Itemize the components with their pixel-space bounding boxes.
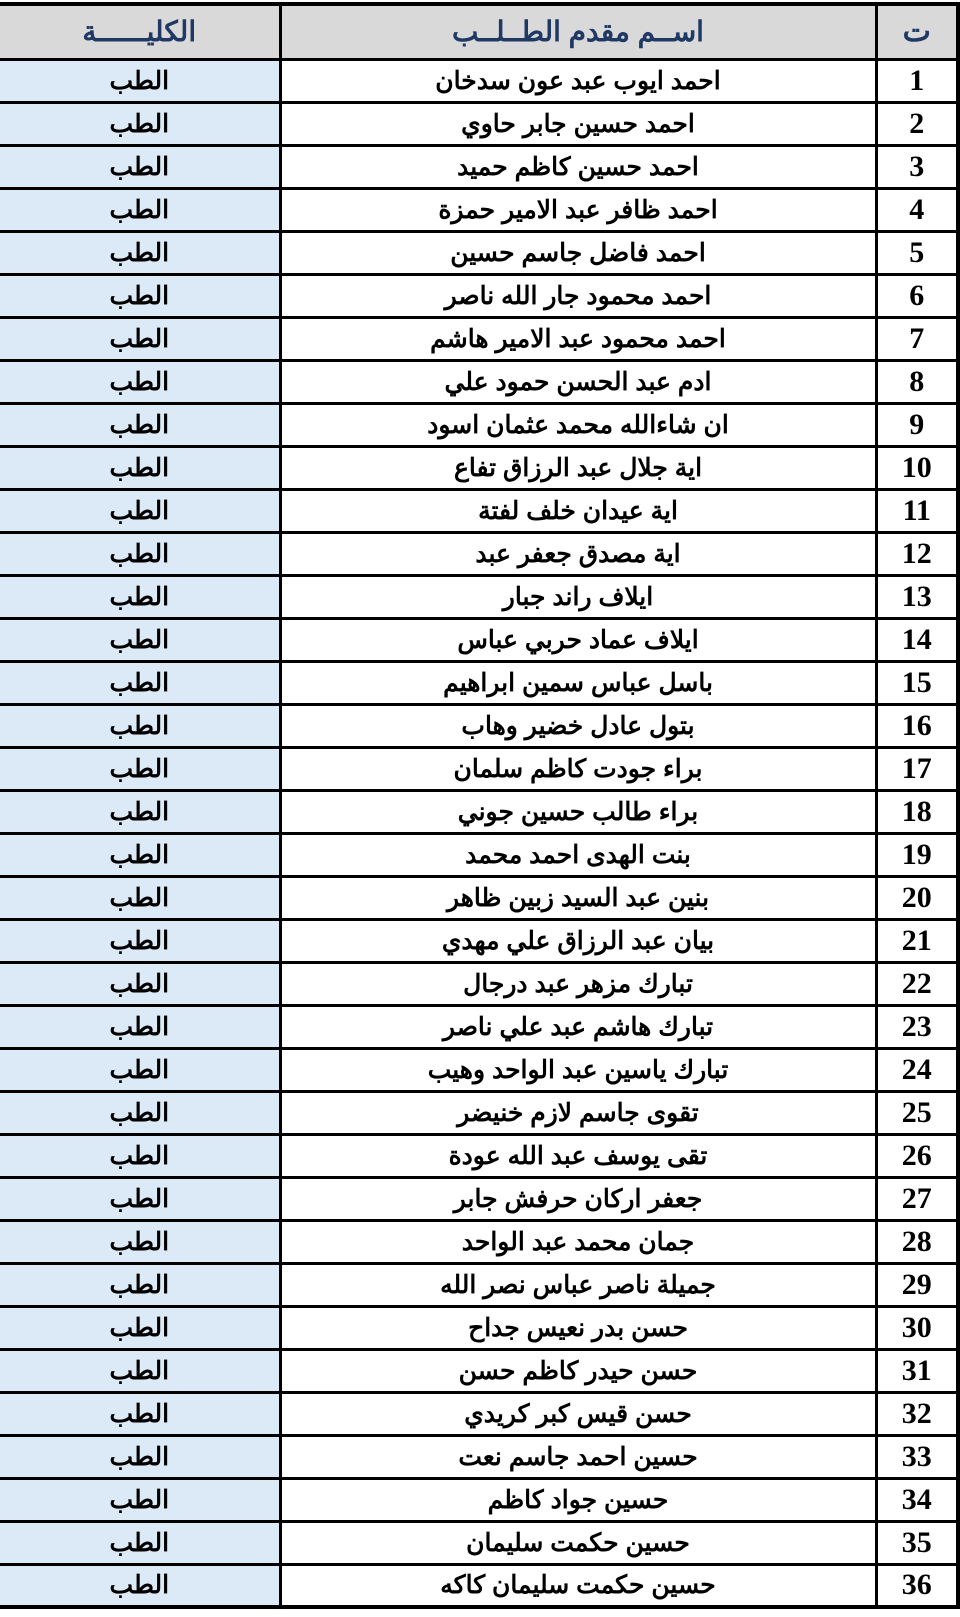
- table-row: [0, 102, 958, 145]
- table-row: [0, 59, 958, 102]
- row-college: الطب: [0, 790, 280, 833]
- table-row: [0, 532, 958, 575]
- row-college: الطب: [0, 1392, 280, 1435]
- row-college: الطب: [0, 876, 280, 919]
- table-row: [0, 919, 958, 962]
- row-name: ايلاف راند جبار: [280, 575, 876, 618]
- row-college: الطب: [0, 1091, 280, 1134]
- row-name: احمد فاضل جاسم حسين: [280, 231, 876, 274]
- row-name: ان شاءالله محمد عثمان اسود: [280, 403, 876, 446]
- row-index: 35: [876, 1521, 958, 1564]
- row-index: 6: [876, 274, 958, 317]
- table-row: [0, 1005, 958, 1048]
- row-name: تقوى جاسم لازم خنيضر: [280, 1091, 876, 1134]
- row-name: جعفر اركان حرفش جابر: [280, 1177, 876, 1220]
- table-row: [0, 747, 958, 790]
- applicants-table: [0, 2, 960, 1609]
- row-name: بنت الهدى احمد محمد: [280, 833, 876, 876]
- row-index: 17: [876, 747, 958, 790]
- row-name: باسل عباس سمين ابراهيم: [280, 661, 876, 704]
- row-index: 21: [876, 919, 958, 962]
- table-row: [0, 704, 958, 747]
- table-row: [0, 833, 958, 876]
- table-row: [0, 1521, 958, 1564]
- row-name: ادم عبد الحسن حمود علي: [280, 360, 876, 403]
- row-name: تقى يوسف عبد الله عودة: [280, 1134, 876, 1177]
- row-name: اية مصدق جعفر عبد: [280, 532, 876, 575]
- row-index: 22: [876, 962, 958, 1005]
- row-index: 33: [876, 1435, 958, 1478]
- row-college: الطب: [0, 1478, 280, 1521]
- row-name: جمان محمد عبد الواحد: [280, 1220, 876, 1263]
- row-index: 12: [876, 532, 958, 575]
- row-college: الطب: [0, 661, 280, 704]
- row-index: 25: [876, 1091, 958, 1134]
- row-college: الطب: [0, 704, 280, 747]
- row-name: احمد حسين كاظم حميد: [280, 145, 876, 188]
- row-college: الطب: [0, 1435, 280, 1478]
- table-row: [0, 1263, 958, 1306]
- row-index: 20: [876, 876, 958, 919]
- row-index: 3: [876, 145, 958, 188]
- table-row: [0, 360, 958, 403]
- table-row: [0, 274, 958, 317]
- row-index: 18: [876, 790, 958, 833]
- row-college: الطب: [0, 403, 280, 446]
- row-college: الطب: [0, 575, 280, 618]
- row-college: الطب: [0, 1134, 280, 1177]
- row-college: الطب: [0, 231, 280, 274]
- row-name: احمد حسين جابر حاوي: [280, 102, 876, 145]
- row-index: 9: [876, 403, 958, 446]
- header-index: ت: [876, 4, 958, 59]
- table-row: [0, 618, 958, 661]
- row-index: 32: [876, 1392, 958, 1435]
- row-index: 2: [876, 102, 958, 145]
- row-name: براء طالب حسين جوني: [280, 790, 876, 833]
- row-college: الطب: [0, 747, 280, 790]
- row-index: 23: [876, 1005, 958, 1048]
- row-college: الطب: [0, 145, 280, 188]
- table-row: [0, 188, 958, 231]
- row-index: 29: [876, 1263, 958, 1306]
- row-name: حسين حكمت سليمان كاكه: [280, 1564, 876, 1607]
- table-row: [0, 661, 958, 704]
- row-college: الطب: [0, 188, 280, 231]
- applicants-table-body: [0, 59, 958, 1607]
- row-college: الطب: [0, 1306, 280, 1349]
- table-row: [0, 403, 958, 446]
- row-name: بنين عبد السيد زبين ظاهر: [280, 876, 876, 919]
- table-row: [0, 876, 958, 919]
- row-name: ايلاف عماد حربي عباس: [280, 618, 876, 661]
- row-name: بتول عادل خضير وهاب: [280, 704, 876, 747]
- table-row: [0, 489, 958, 532]
- row-name: تبارك ياسين عبد الواحد وهيب: [280, 1048, 876, 1091]
- table-row: [0, 962, 958, 1005]
- row-index: 13: [876, 575, 958, 618]
- table-row: [0, 1306, 958, 1349]
- row-college: الطب: [0, 317, 280, 360]
- row-index: 19: [876, 833, 958, 876]
- row-college: الطب: [0, 274, 280, 317]
- row-index: 14: [876, 618, 958, 661]
- row-name: حسن حيدر كاظم حسن: [280, 1349, 876, 1392]
- row-college: الطب: [0, 1263, 280, 1306]
- row-name: حسين جواد كاظم: [280, 1478, 876, 1521]
- row-index: 30: [876, 1306, 958, 1349]
- row-name: تبارك هاشم عبد علي ناصر: [280, 1005, 876, 1048]
- header-college: الكليــــــة: [0, 4, 280, 59]
- table-row: [0, 1220, 958, 1263]
- row-name: احمد ظافر عبد الامير حمزة: [280, 188, 876, 231]
- row-name: حسن بدر نعيس جداح: [280, 1306, 876, 1349]
- row-college: الطب: [0, 532, 280, 575]
- table-row: [0, 1564, 958, 1607]
- row-college: الطب: [0, 1220, 280, 1263]
- row-index: 10: [876, 446, 958, 489]
- row-index: 8: [876, 360, 958, 403]
- table-row: [0, 317, 958, 360]
- row-college: الطب: [0, 489, 280, 532]
- header-row: [0, 4, 958, 59]
- row-college: الطب: [0, 618, 280, 661]
- row-index: 24: [876, 1048, 958, 1091]
- row-index: 16: [876, 704, 958, 747]
- row-index: 5: [876, 231, 958, 274]
- row-index: 36: [876, 1564, 958, 1607]
- row-index: 28: [876, 1220, 958, 1263]
- row-college: الطب: [0, 446, 280, 489]
- row-name: حسين احمد جاسم نعت: [280, 1435, 876, 1478]
- row-college: الطب: [0, 962, 280, 1005]
- row-index: 4: [876, 188, 958, 231]
- row-college: الطب: [0, 1349, 280, 1392]
- row-name: اية عيدان خلف لفتة: [280, 489, 876, 532]
- row-college: الطب: [0, 1177, 280, 1220]
- table-row: [0, 1478, 958, 1521]
- row-college: الطب: [0, 919, 280, 962]
- row-name: تبارك مزهر عبد درجال: [280, 962, 876, 1005]
- table-row: [0, 145, 958, 188]
- table-row: [0, 1349, 958, 1392]
- row-index: 27: [876, 1177, 958, 1220]
- row-name: حسين حكمت سليمان: [280, 1521, 876, 1564]
- header-applicant-name: اســم مقدم الطــلــب: [280, 4, 876, 59]
- row-index: 1: [876, 59, 958, 102]
- row-college: الطب: [0, 102, 280, 145]
- row-college: الطب: [0, 1564, 280, 1607]
- table-row: [0, 446, 958, 489]
- row-name: براء جودت كاظم سلمان: [280, 747, 876, 790]
- row-college: الطب: [0, 1048, 280, 1091]
- row-index: 31: [876, 1349, 958, 1392]
- table-row: [0, 1134, 958, 1177]
- row-college: الطب: [0, 59, 280, 102]
- table-row: [0, 1177, 958, 1220]
- row-index: 7: [876, 317, 958, 360]
- row-index: 11: [876, 489, 958, 532]
- row-name: احمد ايوب عبد عون سدخان: [280, 59, 876, 102]
- row-name: اية جلال عبد الرزاق تفاع: [280, 446, 876, 489]
- row-name: حسن قيس كبر كريدي: [280, 1392, 876, 1435]
- table-row: [0, 790, 958, 833]
- row-index: 26: [876, 1134, 958, 1177]
- table-row: [0, 1392, 958, 1435]
- row-index: 15: [876, 661, 958, 704]
- table-row: [0, 1048, 958, 1091]
- row-college: الطب: [0, 833, 280, 876]
- table-row: [0, 231, 958, 274]
- row-name: احمد محمود جار الله ناصر: [280, 274, 876, 317]
- table-row: [0, 1435, 958, 1478]
- row-name: بيان عبد الرزاق علي مهدي: [280, 919, 876, 962]
- table-header: [0, 4, 958, 59]
- table-row: [0, 1091, 958, 1134]
- row-college: الطب: [0, 1005, 280, 1048]
- row-name: جميلة ناصر عباس نصر الله: [280, 1263, 876, 1306]
- row-college: الطب: [0, 360, 280, 403]
- row-name: احمد محمود عبد الامير هاشم: [280, 317, 876, 360]
- row-index: 34: [876, 1478, 958, 1521]
- row-college: الطب: [0, 1521, 280, 1564]
- table-row: [0, 575, 958, 618]
